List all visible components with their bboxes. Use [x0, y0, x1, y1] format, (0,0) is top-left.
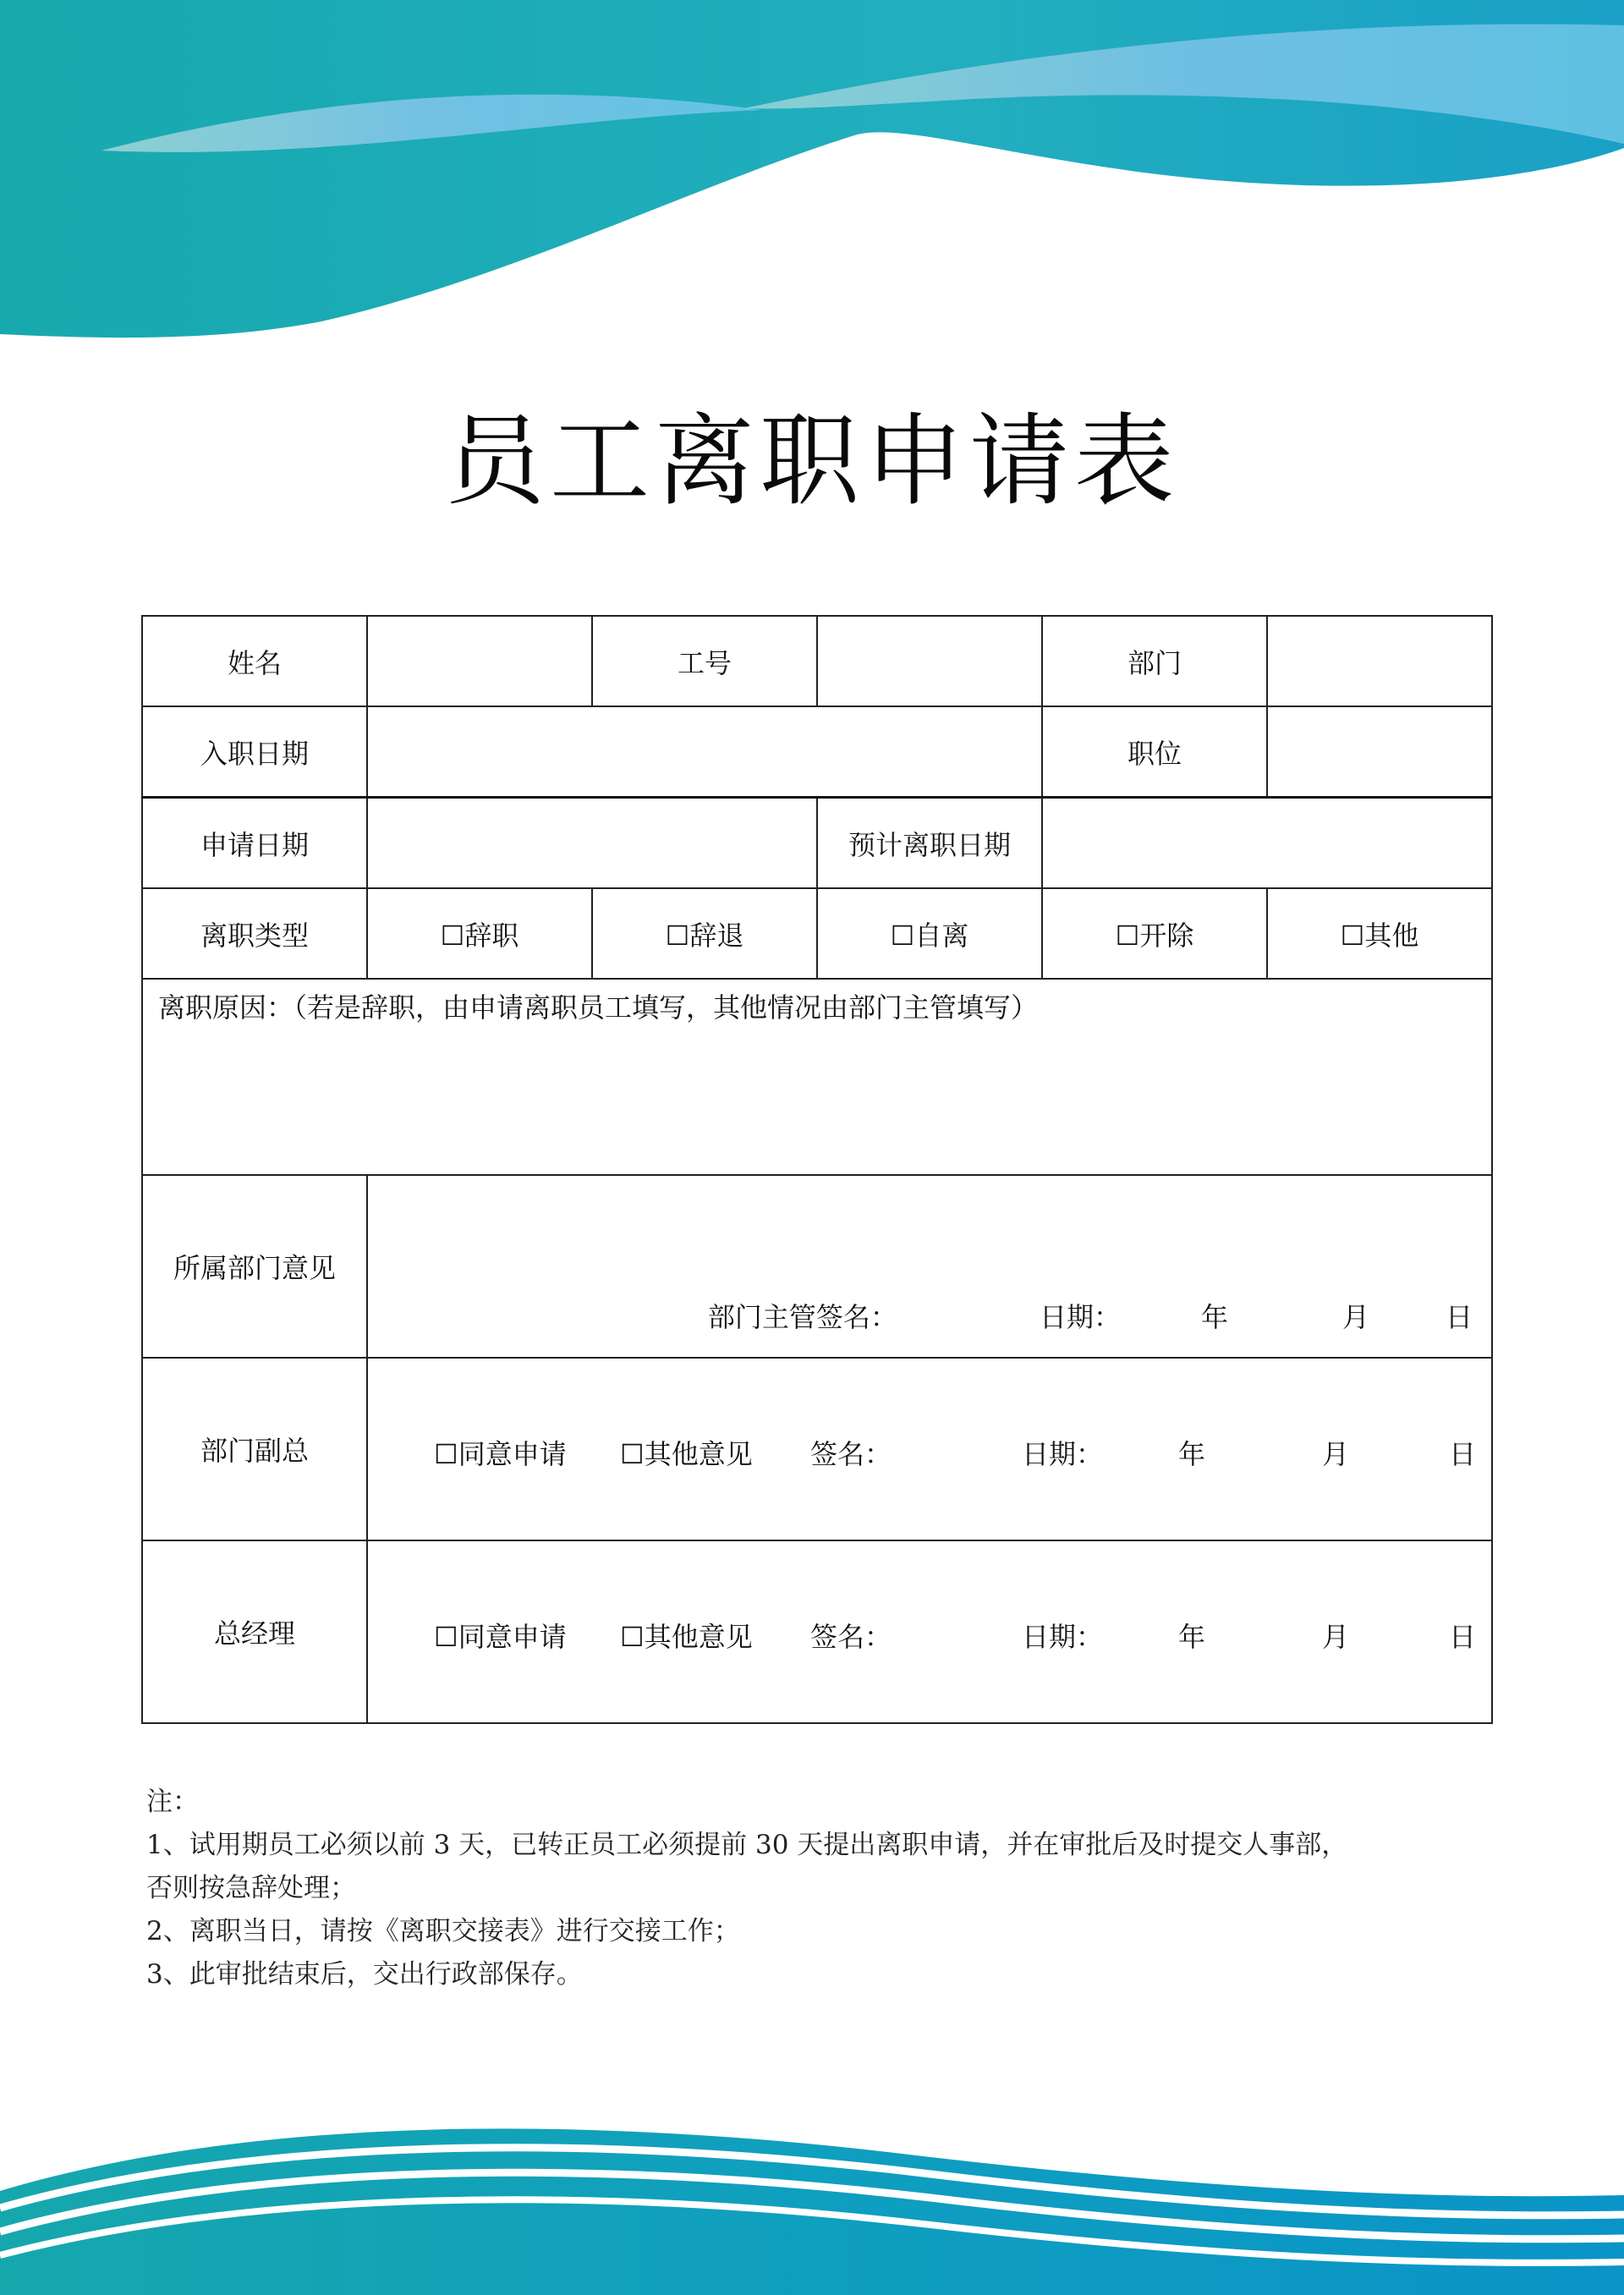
- gm-month-label: 月: [1322, 1621, 1350, 1653]
- gm-agree-checkbox[interactable]: ☐同意申请: [434, 1621, 567, 1653]
- resignation-form-table: [141, 615, 1493, 1724]
- deputy-other-checkbox[interactable]: ☐其他意见: [620, 1438, 753, 1470]
- expected-leave-date-field[interactable]: [1042, 798, 1492, 889]
- leave-type-dismissed-checkbox[interactable]: ☐辞退: [592, 888, 817, 979]
- position-label: 职位: [1042, 706, 1267, 798]
- deputy-month-label: 月: [1322, 1438, 1350, 1470]
- gm-date-label: 日期：: [1022, 1621, 1104, 1653]
- gm-label: 总经理: [142, 1540, 367, 1723]
- deputy-day-label: 日: [1449, 1438, 1477, 1470]
- dept-year-label: 年: [1200, 1301, 1228, 1333]
- hire-date-label: 入职日期: [142, 706, 367, 798]
- leave-type-other-checkbox[interactable]: ☐其他: [1267, 888, 1492, 979]
- deputy-date-label: 日期：: [1022, 1438, 1104, 1470]
- department-label: 部门: [1042, 616, 1267, 706]
- apply-date-field[interactable]: [367, 798, 817, 889]
- leave-type-resign-checkbox[interactable]: ☐辞职: [367, 888, 592, 979]
- dept-sign-label: 部门主管签名：: [707, 1301, 897, 1333]
- gm-sign-label: 签名：: [810, 1621, 892, 1653]
- deputy-gm-approval-field[interactable]: [367, 1358, 1492, 1540]
- note-line: 3、此审批结束后，交出行政部保存。: [146, 1959, 583, 1990]
- dept-date-label: 日期：: [1039, 1301, 1121, 1333]
- dept-month-label: 月: [1341, 1301, 1369, 1333]
- gm-other-checkbox[interactable]: ☐其他意见: [620, 1621, 753, 1653]
- employee-id-label: 工号: [592, 616, 817, 706]
- dept-opinion-label: 所属部门意见: [142, 1175, 367, 1358]
- expected-leave-date-label: 预计离职日期: [817, 798, 1042, 889]
- note-line: 否则按急辞处理；: [146, 1873, 356, 1903]
- leave-reason-field[interactable]: [142, 979, 1492, 1175]
- deputy-agree-checkbox[interactable]: ☐同意申请: [434, 1438, 567, 1470]
- leave-type-fired-checkbox[interactable]: ☐开除: [1042, 888, 1267, 979]
- name-field[interactable]: [367, 616, 592, 706]
- gm-approval-field[interactable]: [367, 1540, 1492, 1723]
- notes-heading: 注：: [146, 1787, 199, 1817]
- note-line: 1、试用期员工必须以前 3 天，已转正员工必须提前 30 天提出离职申请，并在审批后及时提交人事部，: [146, 1830, 1348, 1860]
- bottom-wave-decoration: [0, 2089, 1624, 2295]
- hire-date-field[interactable]: [367, 706, 1042, 798]
- dept-opinion-field[interactable]: [367, 1175, 1492, 1358]
- deputy-year-label: 年: [1178, 1438, 1206, 1470]
- gm-day-label: 日: [1449, 1621, 1477, 1653]
- position-field[interactable]: [1267, 706, 1492, 798]
- name-label: 姓名: [142, 616, 367, 706]
- top-wave-decoration: [0, 0, 1624, 355]
- gm-year-label: 年: [1178, 1621, 1206, 1653]
- form-title: 员工离职申请表: [444, 403, 1179, 519]
- leave-type-self-leave-checkbox[interactable]: ☐自离: [817, 888, 1042, 979]
- employee-id-field[interactable]: [817, 616, 1042, 706]
- dept-day-label: 日: [1445, 1301, 1473, 1333]
- notes-section: [146, 1781, 1500, 1996]
- leave-reason-label: 离职原因：（若是辞职，由申请离职员工填写，其他情况由部门主管填写）: [158, 991, 1039, 1024]
- leave-type-label: 离职类型: [142, 888, 367, 979]
- note-line: 2、离职当日，请按《离职交接表》进行交接工作；: [146, 1916, 740, 1946]
- apply-date-label: 申请日期: [142, 798, 367, 889]
- department-field[interactable]: [1267, 616, 1492, 706]
- dept-signature-line: [708, 1296, 1473, 1335]
- deputy-sign-label: 签名：: [810, 1438, 892, 1470]
- deputy-gm-label: 部门副总: [142, 1358, 367, 1540]
